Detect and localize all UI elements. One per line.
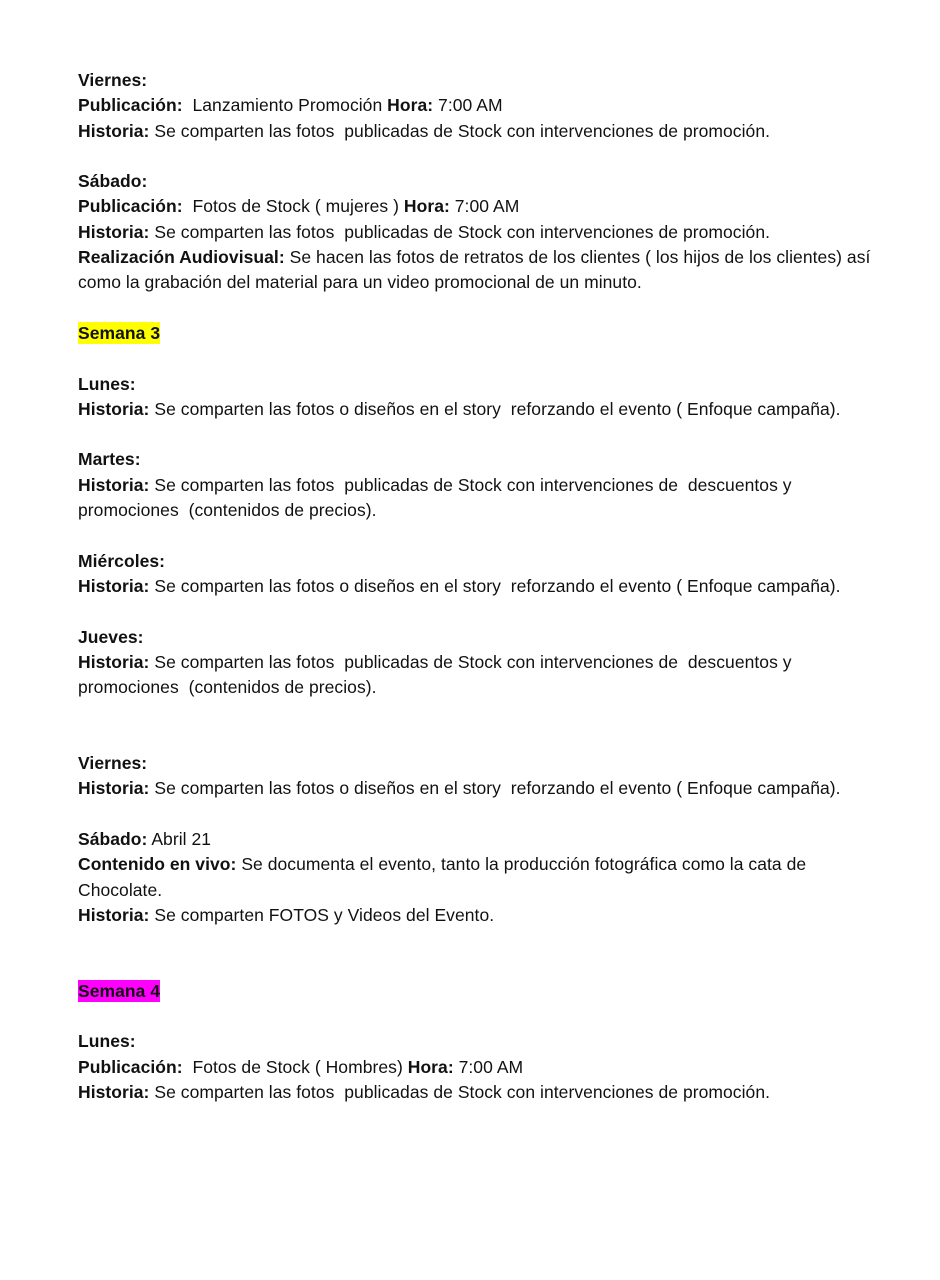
publicacion-text: Lanzamiento Promoción (182, 95, 388, 116)
spacer (78, 144, 878, 169)
week-title-highlight: Semana 3 (78, 322, 161, 343)
contenido-en-vivo-line (78, 852, 878, 903)
publicacion-label: Publicación: (78, 196, 183, 217)
historia-label: Historia: (78, 575, 150, 596)
hora-label: Hora: (387, 95, 434, 116)
historia-line (78, 220, 878, 245)
publicacion-line (78, 93, 878, 118)
day-label: Martes: (78, 449, 141, 470)
spacer (78, 802, 878, 827)
day-label: Lunes: (78, 1031, 136, 1052)
historia-line (78, 473, 878, 524)
publicacion-line (78, 194, 878, 219)
spacer (78, 422, 878, 447)
historia-text: Se comparten las fotos publicadas de Stock con intervenciones de promoción. (149, 120, 771, 141)
historia-label: Historia: (78, 778, 150, 799)
historia-line (78, 650, 878, 701)
historia-label: Historia: (78, 120, 150, 141)
contenido-en-vivo-label: Contenido en vivo: (78, 854, 237, 875)
hora-text: 7:00 AM (449, 196, 520, 217)
day-label: Viernes: (78, 753, 148, 774)
day-heading-lunes (78, 372, 878, 397)
historia-text: Se comparten las fotos publicadas de Stock con intervenciones de promoción. (149, 1081, 771, 1102)
publicacion-label: Publicación: (78, 1056, 183, 1077)
spacer (78, 928, 878, 979)
spacer (78, 599, 878, 624)
historia-label: Historia: (78, 474, 150, 495)
day-heading-lunes (78, 1029, 878, 1054)
audiovisual-label: Realización Audiovisual: (78, 247, 285, 268)
day-heading-miercoles (78, 549, 878, 574)
historia-line (78, 397, 878, 422)
historia-line (78, 776, 878, 801)
spacer (78, 700, 878, 751)
day-label: Sábado: (78, 828, 148, 849)
day-label: Jueves: (78, 626, 144, 647)
historia-line (78, 1080, 878, 1105)
event-date: Abril 21 (147, 828, 212, 849)
historia-line (78, 119, 878, 144)
day-label: Viernes: (78, 70, 148, 90)
day-heading-martes (78, 447, 878, 472)
historia-label: Historia: (78, 651, 150, 672)
spacer (78, 296, 878, 321)
historia-text: Se comparten las fotos o diseños en el story reforzando el evento ( Enfoque campaña). (149, 778, 841, 799)
day-heading-viernes (78, 68, 878, 93)
historia-label: Historia: (78, 1081, 150, 1102)
spacer (78, 523, 878, 548)
week-heading-semana-4 (78, 979, 878, 1004)
publicacion-text: Fotos de Stock ( mujeres ) (182, 196, 404, 217)
hora-label: Hora: (403, 196, 450, 217)
historia-text: Se comparten las fotos publicadas de Stock con intervenciones de descuentos y promociones (contenidos de precios). (78, 651, 797, 698)
historia-label: Historia: (78, 221, 150, 242)
hora-text: 7:00 AM (433, 95, 503, 116)
spacer (78, 346, 878, 371)
day-heading-jueves (78, 625, 878, 650)
week-title-highlight: Semana 4 (78, 980, 161, 1001)
day-heading-viernes (78, 751, 878, 776)
spacer (78, 1004, 878, 1029)
historia-text: Se comparten las fotos o diseños en el story reforzando el evento ( Enfoque campaña). (149, 575, 841, 596)
audiovisual-text: Se hacen las fotos de retratos de los clientes ( los hijos de los clientes) así como la grabación del material para un video promocional de un minuto. (78, 247, 871, 293)
historia-text: Se comparten FOTOS y Videos del Evento. (149, 904, 495, 925)
historia-line (78, 574, 878, 599)
historia-line (78, 903, 878, 928)
week-heading-semana-3 (78, 321, 878, 346)
historia-label: Historia: (78, 398, 150, 419)
publicacion-line (78, 1055, 878, 1080)
day-label: Lunes: (78, 373, 136, 394)
publicacion-label: Publicación: (78, 95, 183, 116)
historia-text: Se comparten las fotos publicadas de Stock con intervenciones de descuentos y promociones (contenidos de precios). (78, 474, 797, 521)
document-page (78, 68, 878, 1105)
hora-label: Hora: (407, 1056, 454, 1077)
hora-text: 7:00 AM (453, 1056, 524, 1077)
historia-text: Se comparten las fotos o diseños en el story reforzando el evento ( Enfoque campaña). (149, 398, 841, 419)
historia-label: Historia: (78, 904, 150, 925)
contenido-en-vivo-text: Se documenta el evento, tanto la producción fotográfica como la cata de Chocolate. (78, 854, 807, 900)
audiovisual-line (78, 245, 878, 296)
day-label: Miércoles: (78, 550, 166, 571)
historia-text: Se comparten las fotos publicadas de Stock con intervenciones de promoción. (149, 221, 771, 242)
day-label: Sábado: (78, 171, 148, 192)
publicacion-text: Fotos de Stock ( Hombres) (182, 1056, 408, 1077)
day-heading-sabado (78, 827, 878, 852)
day-heading-sabado (78, 169, 878, 194)
